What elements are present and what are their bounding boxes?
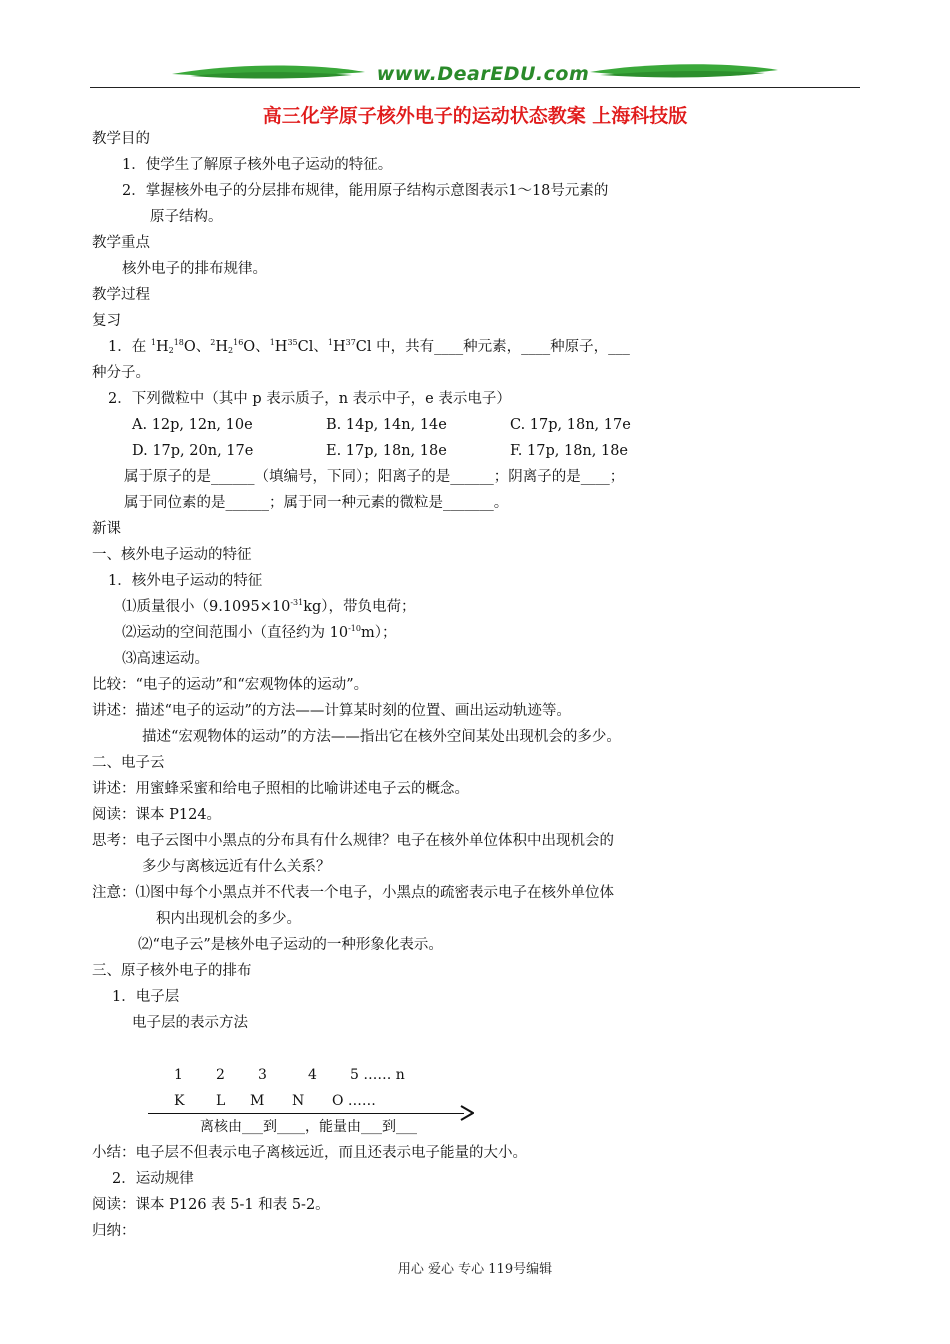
paragraph: 思考：电子云图中小黑点的分布具有什么规律？电子在核外单位体积中出现机会的 — [92, 833, 614, 849]
shell-letter: M — [250, 1093, 265, 1109]
arrow-right-icon — [460, 1105, 474, 1121]
paragraph-continued: 描述“宏观物体的运动”的方法——指出它在核外空间某处出现机会的多少。 — [142, 729, 621, 745]
electron-shell-diagram — [148, 1062, 478, 1142]
list-item: ⑴质量很小$(9.1095\times 10^{-31}kg)$，带负电荷； — [122, 598, 416, 615]
shell-number: 1 — [174, 1067, 183, 1083]
site-logo-text: www.DearEDU.com — [376, 63, 590, 85]
section-heading: 新课 — [92, 521, 121, 537]
paragraph: 核外电子的排布规律。 — [122, 261, 267, 277]
section-heading: 教学目的 — [92, 131, 150, 147]
question-2: 2．下列微粒中（其中 p 表示质子，n 表示中子，e 表示电子） — [108, 391, 511, 407]
shell-letter: O …… — [332, 1093, 376, 1109]
list-item: 1．使学生了解原子核外电子运动的特征。 — [122, 157, 393, 173]
paragraph: 讲述：用蜜蜂采蜜和给电子照相的比喻讲述电子云的概念。 — [92, 781, 469, 797]
paragraph: 讲述：描述“电子的运动”的方法——计算某时刻的位置、画出运动轨迹等。 — [92, 703, 571, 719]
paragraph: 阅读：课本 P126 表 5-1 和表 5-2。 — [92, 1197, 330, 1213]
shell-letter: N — [292, 1093, 305, 1109]
list-item: ⑶高速运动。 — [122, 651, 209, 667]
shell-number: 3 — [258, 1067, 267, 1083]
option-a: A. 12p, 12n, 10e — [132, 417, 253, 433]
list-item: ⑵运动的空间范围小（直径约为 $10^{-10}m$）； — [122, 624, 397, 641]
section-heading: 复习 — [92, 313, 121, 329]
shell-number: 4 — [308, 1067, 317, 1083]
paragraph-continued: 积内出现机会的多少。 — [156, 911, 301, 927]
paragraph: ⑵“电子云”是核外电子运动的一种形象化表示。 — [138, 937, 443, 953]
option-d: D. 17p, 20n, 17e — [132, 443, 254, 459]
shell-number: 2 — [216, 1067, 225, 1083]
fill-blank-line: 属于同位素的是______；属于同一种元素的微粒是_______。 — [124, 495, 509, 511]
paragraph: 比较：“电子的运动”和“宏观物体的运动”。 — [92, 677, 369, 693]
subsection-heading: 1．电子层 — [112, 989, 180, 1005]
page-title: 高三化学原子核外电子的运动状态教案 上海科技版 — [262, 105, 688, 127]
section-heading: 教学过程 — [92, 287, 150, 303]
list-item: 2．掌握核外电子的分层排布规律，能用原子结构示意图表示1～18号元素的 — [122, 183, 609, 199]
section-heading: 二、电子云 — [92, 755, 165, 771]
direction-arrow-line — [148, 1113, 464, 1114]
page-footer: 用心 爱心 专心 119号编辑 — [397, 1262, 553, 1277]
paragraph: 小结：电子层不但表示电子离核远近，而且还表示电子能量的大小。 — [92, 1145, 527, 1161]
option-c: C. 17p, 18n, 17e — [510, 417, 631, 433]
paragraph: 注意：⑴图中每个小黑点并不代表一个电子，小黑点的疏密表示电子在核外单位体 — [92, 885, 614, 901]
section-heading: 教学重点 — [92, 235, 150, 251]
fill-blank-line: 属于原子的是______（填编号，下同）；阳离子的是______；阴离子的是____； — [124, 469, 625, 485]
subsection-heading: 2．运动规律 — [112, 1171, 194, 1187]
shell-letter: L — [216, 1093, 226, 1109]
section-heading: 三、原子核外电子的排布 — [92, 963, 252, 979]
option-b: B. 14p, 14n, 14e — [326, 417, 447, 433]
option-f: F. 17p, 18n, 18e — [510, 443, 629, 459]
diagram-caption: 离核由___到____，能量由___到___ — [200, 1119, 417, 1135]
paragraph: 归纳： — [92, 1223, 136, 1239]
subsection-heading: 1．核外电子运动的特征 — [108, 573, 263, 589]
paragraph-continued: 多少与离核远近有什么关系？ — [142, 859, 331, 875]
paragraph: 电子层的表示方法 — [132, 1015, 248, 1031]
question-1-continued: 种分子。 — [92, 365, 150, 381]
paragraph: 阅读：课本 P124。 — [92, 807, 222, 823]
section-heading: 一、核外电子运动的特征 — [92, 547, 252, 563]
header-banner — [90, 58, 860, 92]
question-1: 1．在 $^1H_2^{18}O$、$^2H_2^{16}O$、$^1H^{35}Cl$、$^1H^{37}Cl$ 中，共有____种元素，____种原子，___ — [108, 338, 630, 355]
shell-number: 5 …… n — [350, 1067, 405, 1083]
list-item-continued: 原子结构。 — [150, 209, 223, 225]
header-rule — [90, 87, 860, 88]
option-e: E. 17p, 18n, 18e — [326, 443, 447, 459]
shell-letter: K — [174, 1093, 185, 1109]
